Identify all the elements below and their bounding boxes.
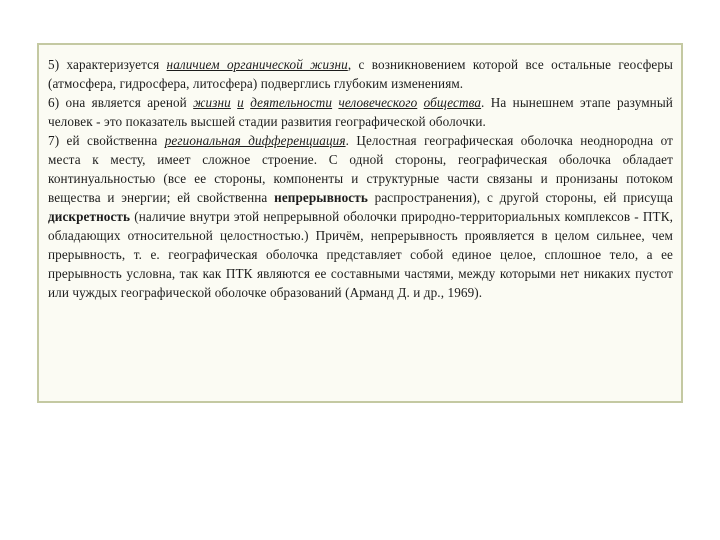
emphasis-activity: деятельности — [250, 95, 333, 110]
text-run: 5) характеризуется — [48, 57, 167, 72]
text-run: 7) ей свойственна — [48, 133, 165, 148]
emphasis-regional-differentiation: региональная дифференциация — [164, 133, 346, 148]
emphasis-organic-life: наличием органической жизни — [166, 57, 348, 72]
text-run: . Целостная географическая оболочка неоднородна от места к месту, имеет сложное строение. С одной стороны, географическая оболочка обладает континуальностью (все ее стороны, компоненты и структурные части связаны и пронизаны потоком вещества и энергии; ей свойственна — [48, 133, 673, 205]
text-run: 6) она является ареной — [48, 95, 194, 110]
text-run: . На нынешнем этапе разумный человек - это показатель высшей стадии развития географической оболочки. — [48, 95, 673, 129]
text-run: распространения), с другой стороны, ей присуща — [367, 190, 673, 205]
emphasis-human: человеческого — [338, 95, 418, 110]
emphasis-and: и — [237, 95, 244, 110]
emphasis-life: жизни — [193, 95, 231, 110]
paragraph-5 — [48, 55, 673, 93]
paragraph-7 — [48, 131, 673, 302]
emphasis-society: общества — [423, 95, 482, 110]
term-continuity: непрерывность — [274, 190, 368, 205]
term-discreteness: дискретность — [48, 209, 131, 224]
text-frame — [37, 43, 683, 403]
paragraph-6 — [48, 93, 673, 131]
text-run: (наличие внутри этой непрерывной оболочки природно-территориальных комплексов - ПТК, обладающих относительной целостностью.) Причём, непрерывность проявляется в целом сильнее, чем прерывность, т. е. географическая оболочка представляет собой единое целое, сплошное тело, а ее прерывность условна, так как ПТК являются ее составными частями, между которыми нет никаких пустот или чуждых географической оболочке образований (Арманд Д. и др., 1969). — [48, 209, 673, 300]
text-run: , с возникновением которой все остальные геосферы (атмосфера, гидросфера, литосфера) подверглись глубоким изменениям. — [48, 57, 673, 91]
